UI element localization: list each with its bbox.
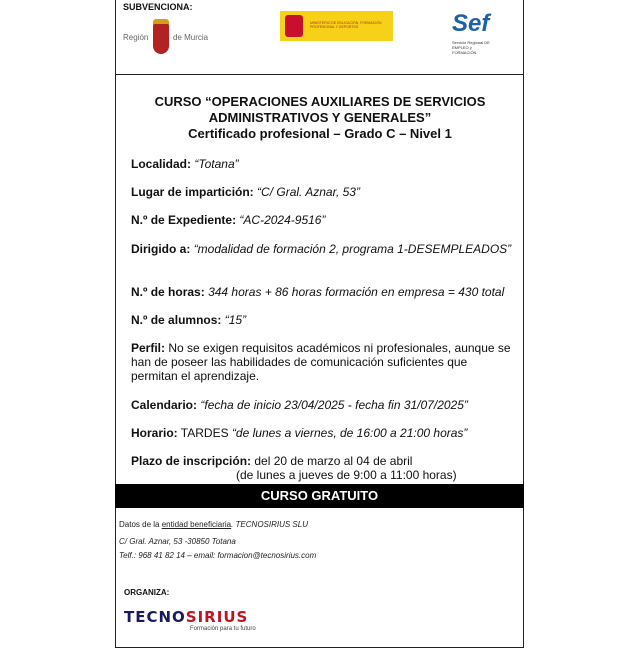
field-dirigido [131,242,516,256]
label: Dirigido a: [131,242,191,256]
label: Perfil: [131,341,166,355]
field-localidad [131,157,516,171]
value: “Totana” [194,157,239,171]
value-hours: (de lunes a jueves de 9:00 a 11:00 horas) [236,468,457,482]
logo-part-b: SIRIUS [185,608,249,626]
coat-of-arms-icon [285,15,303,37]
logo-part-a: TECNO [124,608,186,626]
beneficiary-name: . TECNOSIRIUS SLU [231,520,308,529]
label: Lugar de impartición: [131,185,254,199]
value: “C/ Gral. Aznar, 53” [257,185,360,199]
value: 344 horas + 86 horas formación en empresa = 430 total [208,285,505,299]
field-plazo [131,454,516,482]
field-calendario [131,398,516,412]
value-plain: TARDES [180,426,229,440]
field-horas [131,285,516,299]
subvenciona-label: SUBVENCIONA: [123,2,193,12]
title-line-2: ADMINISTRATIVOS Y GENERALES” [208,110,432,125]
field-horario [131,426,516,440]
label: N.º de Expediente: [131,213,237,227]
sef-subtitle: Servicio Regional DE EMPLEO y FORMACIÓN [452,40,490,55]
free-course-banner: CURSO GRATUITO [115,484,524,508]
label: Horario: [131,426,178,440]
value: “modalidad de formación 2, programa 1-DESEMPLEADOS” [193,242,512,256]
label: Localidad: [131,157,192,171]
label: N.º de alumnos: [131,313,222,327]
label: Calendario: [131,398,198,412]
value: “de lunes a viernes, de 16:00 a 21:00 horas” [231,426,468,440]
course-title [130,94,510,142]
beneficiary-line [119,520,308,529]
region-murcia-logo [123,22,213,58]
value: “AC-2024-9516” [239,213,326,227]
tecnosirius-logo [124,608,248,626]
value: “fecha de inicio 23/04/2025 - fecha fin 31/07/2025” [200,398,468,412]
beneficiary-link: entidad beneficiaria [161,520,232,529]
logo-tagline: Formación para tu futuro [190,626,256,632]
field-perfil [131,341,516,383]
ministry-logo [280,11,393,41]
beneficiary-address: C/ Gral. Aznar, 53 -30850 Totana [119,537,236,546]
label: N.º de horas: [131,285,205,299]
value: del 20 de marzo al 04 de abril [254,454,413,468]
value: No se exigen requisitos académicos ni profesionales, aunque se han de poseer las habilidades de comunicación suficientes que permitan el aprendizaje. [131,341,511,383]
beneficiary-contact: Telf.: 968 41 82 14 – email: formacion@tecnosirius.com [119,551,317,560]
field-alumnos [131,313,516,327]
prefix: Datos de la [119,520,162,529]
label: Plazo de inscripción: [131,454,252,468]
field-expediente [131,213,516,227]
shield-icon [153,24,169,54]
murcia-text-left: Región [123,33,149,42]
title-line-3: Certificado profesional – Grado C – Nivel 1 [188,126,452,141]
ministry-text: MINISTERIO DE EDUCACIÓN, FORMACIÓN PROFESIONAL Y DEPORTES [310,21,382,29]
field-lugar [131,185,516,199]
murcia-text-right: de Murcia [173,33,209,42]
organiza-label: ORGANIZA: [124,588,170,597]
sef-logo: Sef [452,10,490,37]
value: “15” [224,313,247,327]
title-line-1: CURSO “OPERACIONES AUXILIARES DE SERVICIOS [154,94,486,109]
